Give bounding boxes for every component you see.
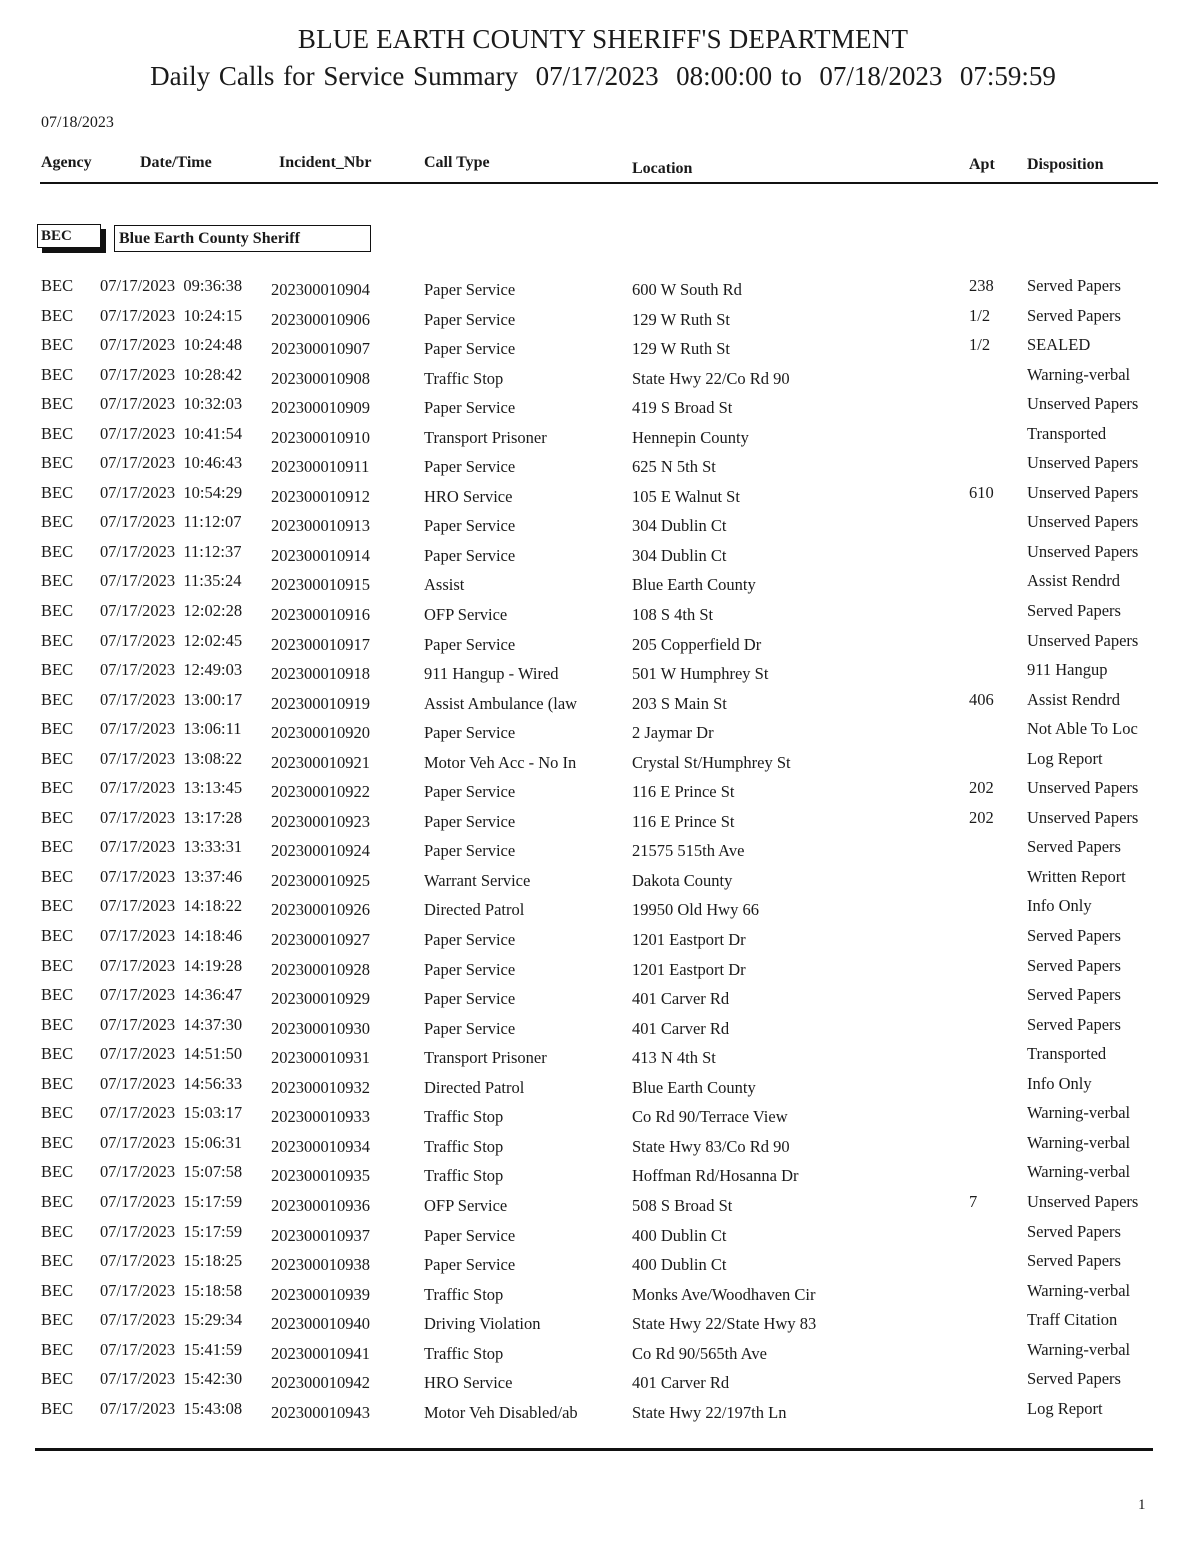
cell-call-type: Paper Service	[424, 398, 516, 418]
cell-agency: BEC	[41, 601, 74, 621]
cell-call-type: Paper Service	[424, 930, 516, 950]
cell-call-type: Paper Service	[424, 1255, 516, 1275]
table-row	[0, 1042, 1200, 1072]
cell-agency: BEC	[41, 512, 74, 532]
cell-datetime: 07/17/2023 10:54:29	[100, 482, 243, 502]
cell-incident-number: 202300010941	[271, 1343, 370, 1363]
cell-agency: BEC	[41, 453, 74, 473]
table-row	[0, 451, 1200, 481]
cell-disposition: Served Papers	[1027, 1251, 1121, 1271]
cell-call-type: Paper Service	[424, 339, 516, 359]
cell-apt: 202	[969, 807, 994, 827]
cell-datetime: 07/17/2023 12:02:45	[100, 630, 243, 650]
table-row	[0, 1072, 1200, 1102]
cell-call-type: Transport Prisoner	[424, 1048, 547, 1068]
cell-agency: BEC	[41, 1132, 74, 1152]
cell-apt: 1/2	[969, 335, 991, 355]
cell-location: 21575 515th Ave	[632, 841, 745, 861]
cell-call-type: Paper Service	[424, 782, 516, 802]
cell-location: 501 W Humphrey St	[632, 664, 769, 684]
cell-incident-number: 202300010924	[271, 841, 370, 861]
report-title: BLUE EARTH COUNTY SHERIFF'S DEPARTMENT	[297, 24, 909, 54]
cell-disposition: Served Papers	[1027, 276, 1121, 295]
cell-incident-number: 202300010926	[271, 900, 370, 920]
cell-datetime: 07/17/2023 11:12:37	[100, 541, 242, 561]
cell-call-type: Paper Service	[424, 1018, 516, 1038]
cell-datetime: 07/17/2023 11:12:07	[100, 512, 242, 532]
cell-incident-number: 202300010940	[271, 1314, 370, 1334]
cell-agency: BEC	[41, 926, 74, 946]
table-row	[0, 1308, 1200, 1338]
cell-agency: BEC	[41, 748, 74, 768]
cell-datetime: 07/17/2023 09:36:38	[100, 276, 243, 295]
table-row	[0, 1160, 1200, 1190]
cell-location: State Hwy 22/197th Ln	[632, 1402, 787, 1422]
cell-incident-number: 202300010942	[271, 1373, 370, 1393]
cell-disposition: Transported	[1027, 423, 1107, 443]
cell-agency: BEC	[41, 807, 74, 827]
table-row	[0, 363, 1200, 393]
cell-disposition: Served Papers	[1027, 601, 1121, 621]
table-row	[0, 392, 1200, 422]
cell-call-type: Directed Patrol	[424, 1077, 525, 1097]
cell-disposition: Warning-verbal	[1027, 1103, 1131, 1123]
agency-code-box: BEC	[37, 224, 101, 248]
table-row	[0, 629, 1200, 659]
report-subtitle: Daily Calls for Service Summary 07/17/2023 08:00:00 to 07/18/2023 07:59:59	[150, 61, 1056, 91]
cell-agency: BEC	[41, 1162, 74, 1182]
cell-disposition: Unserved Papers	[1027, 541, 1139, 561]
cell-agency: BEC	[41, 1221, 74, 1241]
cell-location: Blue Earth County	[632, 575, 756, 595]
cell-datetime: 07/17/2023 15:29:34	[100, 1310, 243, 1330]
print-date: 07/18/2023	[41, 114, 114, 131]
cell-call-type: OFP Service	[424, 1195, 508, 1215]
cell-location: 2 Jaymar Dr	[632, 723, 714, 743]
cell-call-type: Transport Prisoner	[424, 427, 547, 447]
cell-incident-number: 202300010904	[271, 280, 370, 299]
col-header-disposition: Disposition	[1027, 156, 1104, 173]
table-row	[0, 333, 1200, 363]
cell-agency: BEC	[41, 276, 74, 295]
cell-incident-number: 202300010930	[271, 1018, 370, 1038]
cell-datetime: 07/17/2023 12:02:28	[100, 601, 243, 621]
cell-apt: 406	[969, 689, 994, 709]
cell-datetime: 07/17/2023 14:56:33	[100, 1073, 243, 1093]
cell-location: Hoffman Rd/Hosanna Dr	[632, 1166, 799, 1186]
cell-incident-number: 202300010922	[271, 782, 370, 802]
cell-datetime: 07/17/2023 12:49:03	[100, 660, 243, 680]
cell-location: 400 Dublin Ct	[632, 1225, 727, 1245]
table-row	[0, 1131, 1200, 1161]
cell-datetime: 07/17/2023 14:18:22	[100, 896, 243, 916]
table-row	[0, 894, 1200, 924]
table-row	[0, 1279, 1200, 1309]
cell-agency: BEC	[41, 985, 74, 1005]
cell-call-type: Paper Service	[424, 841, 516, 861]
cell-agency: BEC	[41, 541, 74, 561]
cell-location: 401 Carver Rd	[632, 1018, 730, 1038]
cell-disposition: Served Papers	[1027, 955, 1121, 975]
cell-location: Crystal St/Humphrey St	[632, 752, 791, 772]
cell-call-type: Paper Service	[424, 545, 516, 565]
table-row	[0, 1013, 1200, 1043]
cell-location: 413 N 4th St	[632, 1048, 716, 1068]
cell-incident-number: 202300010931	[271, 1048, 370, 1068]
cell-disposition: Warning-verbal	[1027, 1162, 1131, 1182]
table-row	[0, 835, 1200, 865]
cell-agency: BEC	[41, 1073, 74, 1093]
cell-datetime: 07/17/2023 11:35:24	[100, 571, 242, 591]
cell-incident-number: 202300010918	[271, 664, 370, 684]
cell-call-type: Paper Service	[424, 723, 516, 743]
cell-disposition: Served Papers	[1027, 985, 1121, 1005]
cell-incident-number: 202300010916	[271, 605, 370, 625]
cell-location: 304 Dublin Ct	[632, 545, 727, 565]
cell-location: 116 E Prince St	[632, 782, 735, 802]
cell-agency: BEC	[41, 1310, 74, 1330]
cell-call-type: HRO Service	[424, 1373, 513, 1393]
cell-incident-number: 202300010934	[271, 1136, 370, 1156]
cell-call-type: Paper Service	[424, 959, 516, 979]
table-row	[0, 983, 1200, 1013]
cell-call-type: Paper Service	[424, 811, 516, 831]
cell-agency: BEC	[41, 364, 74, 384]
cell-disposition: Unserved Papers	[1027, 778, 1139, 798]
cell-agency: BEC	[41, 866, 74, 886]
cell-location: 304 Dublin Ct	[632, 516, 727, 536]
header-rule	[40, 182, 1158, 184]
cell-datetime: 07/17/2023 13:13:45	[100, 778, 243, 798]
cell-disposition: Warning-verbal	[1027, 1132, 1131, 1152]
cell-incident-number: 202300010909	[271, 398, 370, 418]
col-header-datetime: Date/Time	[140, 154, 212, 171]
cell-incident-number: 202300010937	[271, 1225, 370, 1245]
cell-disposition: Unserved Papers	[1027, 512, 1139, 532]
cell-apt: 1/2	[969, 305, 991, 325]
cell-call-type: Paper Service	[424, 989, 516, 1009]
page-number: 1	[1138, 1497, 1146, 1513]
cell-call-type: HRO Service	[424, 486, 513, 506]
cell-agency: BEC	[41, 1339, 74, 1359]
cell-agency: BEC	[41, 1251, 74, 1271]
cell-incident-number: 202300010925	[271, 870, 370, 890]
table-row	[0, 717, 1200, 747]
cell-call-type: Paper Service	[424, 1225, 516, 1245]
cell-agency: BEC	[41, 482, 74, 502]
calls-table	[0, 274, 1200, 1426]
cell-incident-number: 202300010913	[271, 516, 370, 536]
cell-disposition: Not Able To Loc	[1027, 719, 1138, 739]
cell-disposition: Written Report	[1027, 866, 1126, 886]
cell-disposition: Info Only	[1027, 1073, 1092, 1093]
cell-disposition: Unserved Papers	[1027, 1191, 1139, 1211]
cell-disposition: Log Report	[1027, 1398, 1103, 1418]
cell-location: Dakota County	[632, 870, 733, 890]
cell-disposition: Served Papers	[1027, 1014, 1121, 1034]
cell-location: 1201 Eastport Dr	[632, 930, 746, 950]
cell-agency: BEC	[41, 837, 74, 857]
cell-disposition: Unserved Papers	[1027, 630, 1139, 650]
cell-apt: 202	[969, 778, 994, 798]
cell-location: 19950 Old Hwy 66	[632, 900, 759, 920]
cell-incident-number: 202300010927	[271, 930, 370, 950]
table-row	[0, 1397, 1200, 1427]
cell-datetime: 07/17/2023 10:32:03	[100, 394, 243, 414]
cell-location: Blue Earth County	[632, 1077, 756, 1097]
table-row	[0, 806, 1200, 836]
cell-datetime: 07/17/2023 15:18:58	[100, 1280, 243, 1300]
cell-datetime: 07/17/2023 15:06:31	[100, 1132, 243, 1152]
cell-call-type: Traffic Stop	[424, 1343, 504, 1363]
cell-disposition: Served Papers	[1027, 926, 1121, 946]
cell-incident-number: 202300010921	[271, 752, 370, 772]
cell-datetime: 07/17/2023 15:18:25	[100, 1251, 243, 1271]
cell-location: 108 S 4th St	[632, 605, 714, 625]
col-header-call-type: Call Type	[424, 154, 490, 171]
cell-agency: BEC	[41, 1398, 74, 1418]
cell-location: 116 E Prince St	[632, 811, 735, 831]
table-row	[0, 1190, 1200, 1220]
cell-disposition: Transported	[1027, 1044, 1107, 1064]
cell-call-type: Paper Service	[424, 634, 516, 654]
table-row	[0, 569, 1200, 599]
table-row	[0, 304, 1200, 334]
cell-datetime: 07/17/2023 15:42:30	[100, 1369, 243, 1389]
cell-incident-number: 202300010923	[271, 811, 370, 831]
cell-agency: BEC	[41, 896, 74, 916]
cell-location: 625 N 5th St	[632, 457, 716, 477]
cell-incident-number: 202300010938	[271, 1255, 370, 1275]
table-row	[0, 865, 1200, 895]
table-row	[0, 954, 1200, 984]
cell-incident-number: 202300010914	[271, 545, 370, 565]
cell-incident-number: 202300010915	[271, 575, 370, 595]
cell-datetime: 07/17/2023 13:17:28	[100, 807, 243, 827]
cell-call-type: Traffic Stop	[424, 1166, 504, 1186]
cell-agency: BEC	[41, 719, 74, 739]
cell-incident-number: 202300010935	[271, 1166, 370, 1186]
cell-incident-number: 202300010910	[271, 427, 370, 447]
cell-incident-number: 202300010929	[271, 989, 370, 1009]
cell-agency: BEC	[41, 305, 74, 325]
cell-location: 400 Dublin Ct	[632, 1255, 727, 1275]
cell-location: Co Rd 90/Terrace View	[632, 1107, 788, 1127]
cell-datetime: 07/17/2023 10:24:48	[100, 335, 243, 355]
table-row	[0, 422, 1200, 452]
cell-location: Hennepin County	[632, 427, 749, 447]
footer-rule	[35, 1448, 1153, 1451]
cell-datetime: 07/17/2023 14:19:28	[100, 955, 243, 975]
cell-call-type: Assist Ambulance (law	[424, 693, 578, 713]
cell-incident-number: 202300010933	[271, 1107, 370, 1127]
cell-location: 129 W Ruth St	[632, 339, 730, 359]
cell-disposition: Warning-verbal	[1027, 1339, 1131, 1359]
table-row	[0, 274, 1200, 304]
cell-incident-number: 202300010912	[271, 486, 370, 506]
cell-datetime: 07/17/2023 14:37:30	[100, 1014, 243, 1034]
cell-call-type: Traffic Stop	[424, 1107, 504, 1127]
cell-disposition: Info Only	[1027, 896, 1092, 916]
table-row	[0, 599, 1200, 629]
cell-incident-number: 202300010907	[271, 339, 370, 359]
cell-incident-number: 202300010936	[271, 1195, 370, 1215]
table-row	[0, 1249, 1200, 1279]
cell-location: State Hwy 22/Co Rd 90	[632, 368, 790, 388]
cell-datetime: 07/17/2023 14:51:50	[100, 1044, 243, 1064]
cell-agency: BEC	[41, 1280, 74, 1300]
table-row	[0, 1220, 1200, 1250]
cell-disposition: Assist Rendrd	[1027, 571, 1121, 591]
table-row	[0, 924, 1200, 954]
cell-location: Co Rd 90/565th Ave	[632, 1343, 767, 1363]
cell-location: 205 Copperfield Dr	[632, 634, 762, 654]
cell-agency: BEC	[41, 630, 74, 650]
cell-disposition: Unserved Papers	[1027, 453, 1139, 473]
cell-datetime: 07/17/2023 10:24:15	[100, 305, 243, 325]
cell-incident-number: 202300010932	[271, 1077, 370, 1097]
cell-agency: BEC	[41, 335, 74, 355]
cell-call-type: Motor Veh Acc - No In	[424, 752, 577, 772]
cell-location: 401 Carver Rd	[632, 989, 730, 1009]
cell-call-type: Directed Patrol	[424, 900, 525, 920]
table-row	[0, 1367, 1200, 1397]
cell-agency: BEC	[41, 571, 74, 591]
cell-incident-number: 202300010928	[271, 959, 370, 979]
cell-call-type: Warrant Service	[424, 870, 531, 890]
cell-datetime: 07/17/2023 10:46:43	[100, 453, 243, 473]
cell-call-type: 911 Hangup - Wired	[424, 664, 559, 684]
cell-location: 203 S Main St	[632, 693, 727, 713]
cell-location: 105 E Walnut St	[632, 486, 740, 506]
cell-disposition: Traff Citation	[1027, 1310, 1118, 1330]
cell-location: 419 S Broad St	[632, 398, 733, 418]
cell-disposition: Warning-verbal	[1027, 1280, 1131, 1300]
cell-disposition: Unserved Papers	[1027, 482, 1139, 502]
cell-incident-number: 202300010911	[271, 457, 370, 477]
cell-datetime: 07/17/2023 10:41:54	[100, 423, 243, 443]
cell-datetime: 07/17/2023 13:08:22	[100, 748, 243, 768]
cell-agency: BEC	[41, 1044, 74, 1064]
cell-apt: 7	[969, 1191, 978, 1211]
cell-disposition: Log Report	[1027, 748, 1103, 768]
cell-call-type: Traffic Stop	[424, 1136, 504, 1156]
table-row	[0, 747, 1200, 777]
cell-agency: BEC	[41, 1369, 74, 1389]
cell-agency: BEC	[41, 660, 74, 680]
cell-disposition: Unserved Papers	[1027, 807, 1139, 827]
cell-datetime: 07/17/2023 13:33:31	[100, 837, 243, 857]
cell-disposition: SEALED	[1027, 335, 1091, 355]
cell-agency: BEC	[41, 1191, 74, 1211]
cell-location: 600 W South Rd	[632, 280, 742, 299]
cell-datetime: 07/17/2023 15:03:17	[100, 1103, 243, 1123]
cell-location: State Hwy 22/State Hwy 83	[632, 1314, 817, 1334]
cell-agency: BEC	[41, 955, 74, 975]
cell-location: Monks Ave/Woodhaven Cir	[632, 1284, 816, 1304]
cell-call-type: Driving Violation	[424, 1314, 541, 1334]
cell-apt: 238	[969, 276, 994, 295]
col-header-incident: Incident_Nbr	[279, 154, 372, 171]
cell-incident-number: 202300010906	[271, 309, 370, 329]
cell-agency: BEC	[41, 394, 74, 414]
cell-datetime: 07/17/2023 14:18:46	[100, 926, 243, 946]
table-row	[0, 540, 1200, 570]
table-row	[0, 688, 1200, 718]
table-row	[0, 1338, 1200, 1368]
cell-disposition: Assist Rendrd	[1027, 689, 1121, 709]
cell-call-type: Paper Service	[424, 280, 516, 299]
cell-call-type: Assist	[424, 575, 465, 595]
cell-agency: BEC	[41, 423, 74, 443]
cell-datetime: 07/17/2023 13:00:17	[100, 689, 243, 709]
cell-location: 129 W Ruth St	[632, 309, 730, 329]
cell-datetime: 07/17/2023 10:28:42	[100, 364, 243, 384]
cell-datetime: 07/17/2023 15:17:59	[100, 1221, 243, 1241]
table-row	[0, 481, 1200, 511]
agency-name-box: Blue Earth County Sheriff	[114, 225, 371, 252]
cell-call-type: Paper Service	[424, 309, 516, 329]
cell-datetime: 07/17/2023 13:37:46	[100, 866, 243, 886]
cell-datetime: 07/17/2023 15:41:59	[100, 1339, 243, 1359]
cell-agency: BEC	[41, 1014, 74, 1034]
cell-disposition: Unserved Papers	[1027, 394, 1139, 414]
cell-incident-number: 202300010943	[271, 1402, 370, 1422]
col-header-location: Location	[632, 160, 693, 177]
cell-location: State Hwy 83/Co Rd 90	[632, 1136, 790, 1156]
col-header-agency: Agency	[41, 154, 92, 171]
cell-location: 508 S Broad St	[632, 1195, 733, 1215]
cell-disposition: 911 Hangup	[1027, 660, 1108, 680]
cell-disposition: Served Papers	[1027, 837, 1121, 857]
cell-incident-number: 202300010908	[271, 368, 370, 388]
cell-disposition: Served Papers	[1027, 1369, 1121, 1389]
cell-call-type: Traffic Stop	[424, 368, 504, 388]
cell-call-type: Motor Veh Disabled/ab	[424, 1402, 578, 1422]
cell-disposition: Served Papers	[1027, 305, 1121, 325]
table-row	[0, 776, 1200, 806]
cell-datetime: 07/17/2023 13:06:11	[100, 719, 242, 739]
cell-datetime: 07/17/2023 14:36:47	[100, 985, 243, 1005]
cell-call-type: Paper Service	[424, 457, 516, 477]
cell-incident-number: 202300010917	[271, 634, 370, 654]
cell-call-type: Traffic Stop	[424, 1284, 504, 1304]
cell-incident-number: 202300010919	[271, 693, 370, 713]
cell-disposition: Served Papers	[1027, 1221, 1121, 1241]
cell-location: 1201 Eastport Dr	[632, 959, 746, 979]
cell-disposition: Warning-verbal	[1027, 364, 1131, 384]
cell-call-type: Paper Service	[424, 516, 516, 536]
cell-incident-number: 202300010920	[271, 723, 370, 743]
table-row	[0, 510, 1200, 540]
cell-incident-number: 202300010939	[271, 1284, 370, 1304]
cell-datetime: 07/17/2023 15:07:58	[100, 1162, 243, 1182]
cell-call-type: OFP Service	[424, 605, 508, 625]
cell-agency: BEC	[41, 689, 74, 709]
cell-apt: 610	[969, 482, 994, 502]
cell-location: 401 Carver Rd	[632, 1373, 730, 1393]
cell-agency: BEC	[41, 1103, 74, 1123]
cell-datetime: 07/17/2023 15:17:59	[100, 1191, 243, 1211]
cell-agency: BEC	[41, 778, 74, 798]
col-header-apt: Apt	[969, 156, 995, 173]
cell-datetime: 07/17/2023 15:43:08	[100, 1398, 243, 1418]
table-row	[0, 658, 1200, 688]
table-row	[0, 1101, 1200, 1131]
